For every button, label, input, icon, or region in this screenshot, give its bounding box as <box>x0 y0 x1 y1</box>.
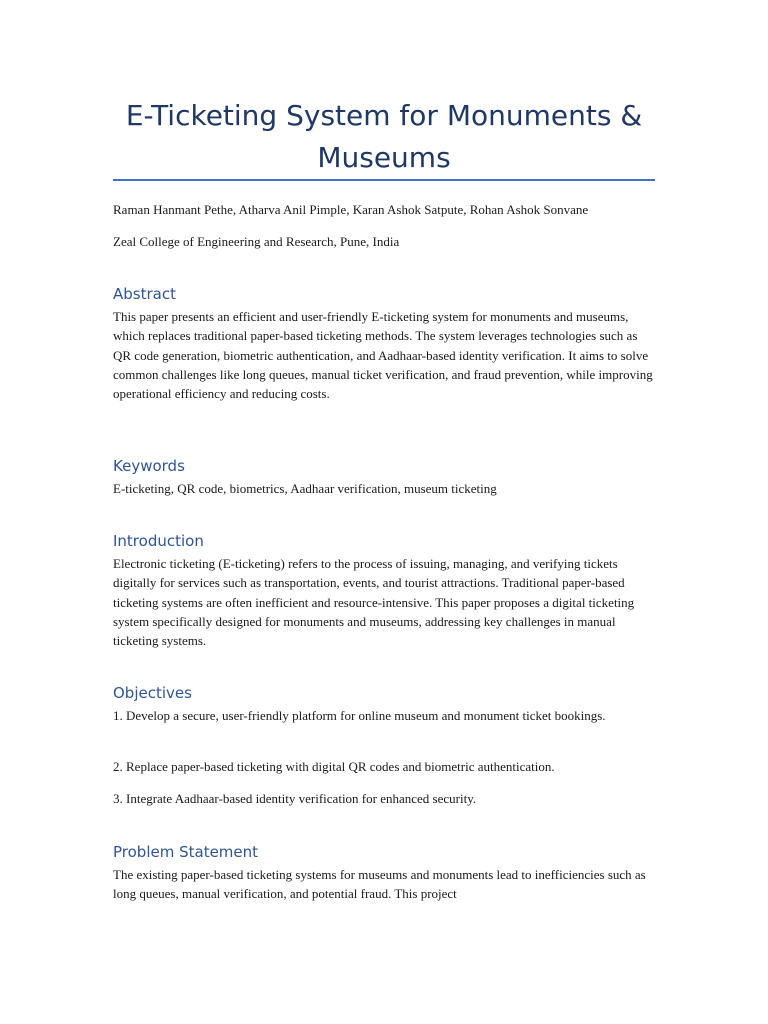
document-title: E-Ticketing System for Monuments & Museums <box>125 99 643 174</box>
objective-item-2: 2. Replace paper-based ticketing with digital QR codes and biometric authentication. <box>113 759 555 774</box>
objectives-heading: Objectives <box>113 684 192 702</box>
introduction-body: Electronic ticketing (E-ticketing) refers to the process of issuing, managing, and verifying tickets digitally for services such as transportation, events, and tourist attractions. Traditional paper-based ticketing systems are often inefficient and resource-intensive. This paper proposes a digital ticketing system specifically designed for monuments and museums, addressing key challenges in manual ticketing systems. <box>113 556 635 649</box>
affiliation: Zeal College of Engineering and Research, Pune, India <box>113 234 400 249</box>
keywords-body: E-ticketing, QR code, biometrics, Aadhaar verification, museum ticketing <box>113 481 497 496</box>
objective-item-1: 1. Develop a secure, user-friendly platform for online museum and monument ticket bookings. <box>113 708 606 723</box>
introduction-heading: Introduction <box>113 532 204 550</box>
author-list: Raman Hanmant Pethe, Atharva Anil Pimple, Karan Ashok Satpute, Rohan Ashok Sonvane <box>113 202 589 217</box>
abstract-body: This paper presents an efficient and user-friendly E-ticketing system for monuments and museums, which replaces traditional paper-based ticketing methods. The system leverages technologies such as QR code generation, biometric authentication, and Aadhaar-based identity verification. It aims to solve common challenges like long queues, manual ticket verification, and fraud prevention, while improving operational efficiency and reducing costs. <box>113 309 653 402</box>
keywords-heading: Keywords <box>113 457 185 475</box>
title-divider <box>113 179 655 181</box>
problem-statement-heading: Problem Statement <box>113 843 259 861</box>
problem-statement-body: The existing paper-based ticketing systems for museums and monuments lead to inefficiencies such as long queues, manual verification, and potential fraud. This project <box>113 867 646 902</box>
objective-item-3: 3. Integrate Aadhaar-based identity verification for enhanced security. <box>113 791 477 806</box>
abstract-heading: Abstract <box>113 285 176 303</box>
